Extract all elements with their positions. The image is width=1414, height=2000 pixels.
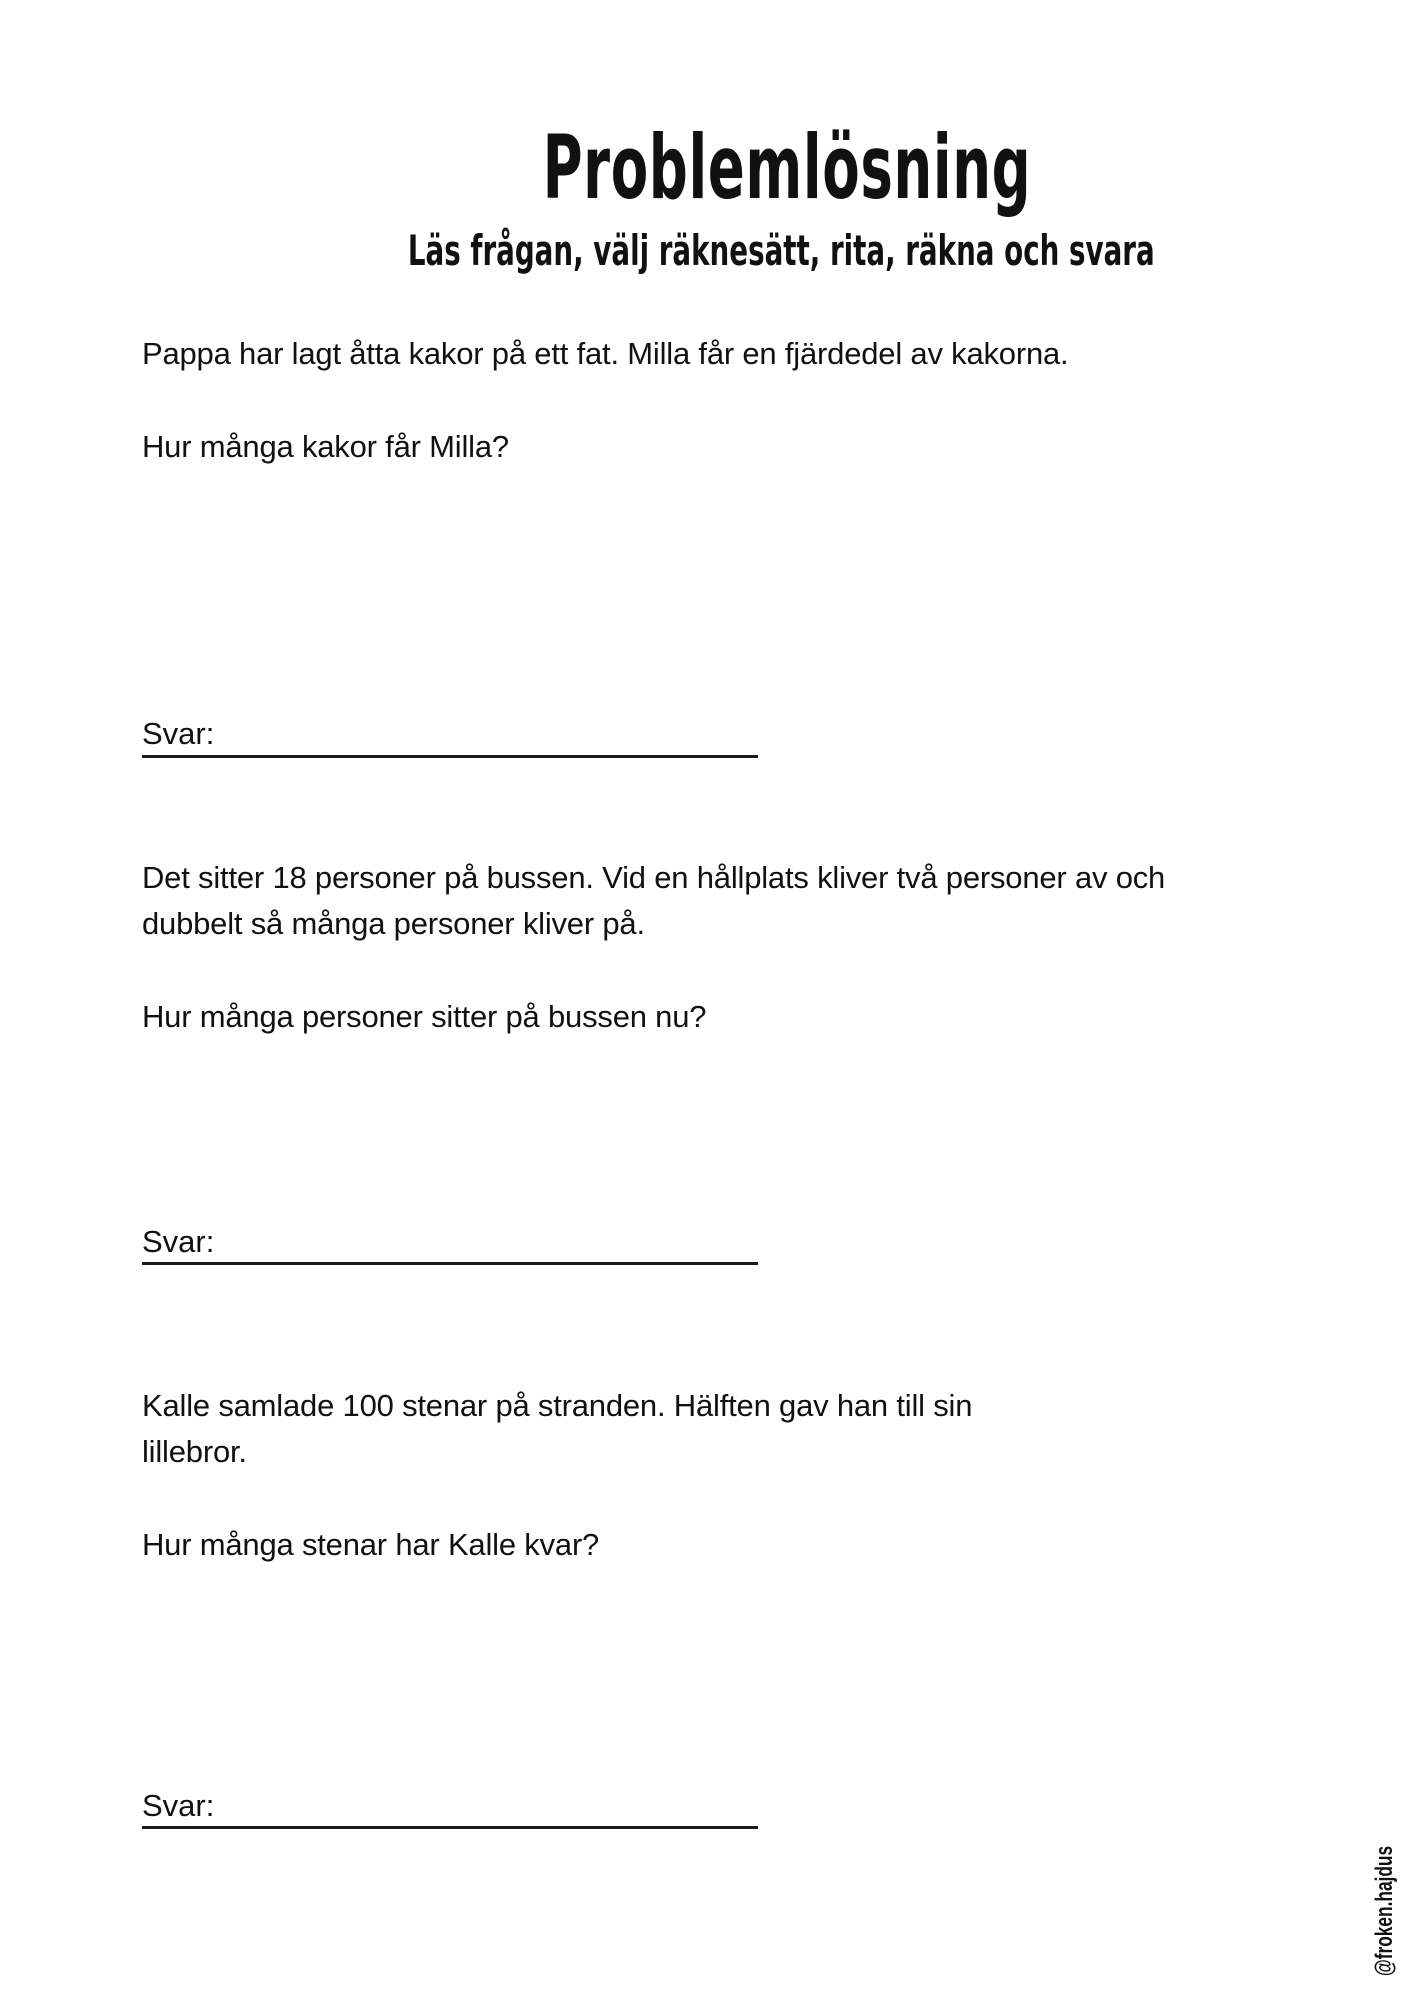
- problem-statement-line: Pappa har lagt åtta kakor på ett fat. Milla får en fjärdedel av kakorna.: [142, 336, 1069, 371]
- page-title: Problemlösning: [542, 116, 1032, 219]
- problem-question: Hur många kakor får Milla?: [142, 429, 509, 464]
- page-subtitle: Läs frågan, välj räknesätt, rita, räkna och svara: [407, 226, 1155, 275]
- problem-statement-line: Kalle samlade 100 stenar på stranden. Hälften gav han till sin: [142, 1388, 973, 1423]
- answer-label: Svar:: [142, 1788, 215, 1823]
- answer-label: Svar:: [142, 716, 215, 751]
- problem-statement-line: dubbelt så många personer kliver på.: [142, 906, 645, 941]
- problem-statement-line: Det sitter 18 personer på bussen. Vid en hållplats kliver två personer av och: [142, 860, 1166, 895]
- problem-question: Hur många stenar har Kalle kvar?: [142, 1527, 600, 1562]
- answer-line[interactable]: [142, 1262, 758, 1265]
- problem-statement-line: lillebror.: [142, 1434, 247, 1469]
- answer-label: Svar:: [142, 1224, 215, 1259]
- problem-question: Hur många personer sitter på bussen nu?: [142, 999, 707, 1034]
- answer-line[interactable]: [142, 1826, 758, 1829]
- author-watermark: @froken.hajdus: [1371, 1845, 1398, 1977]
- answer-line[interactable]: [142, 755, 758, 758]
